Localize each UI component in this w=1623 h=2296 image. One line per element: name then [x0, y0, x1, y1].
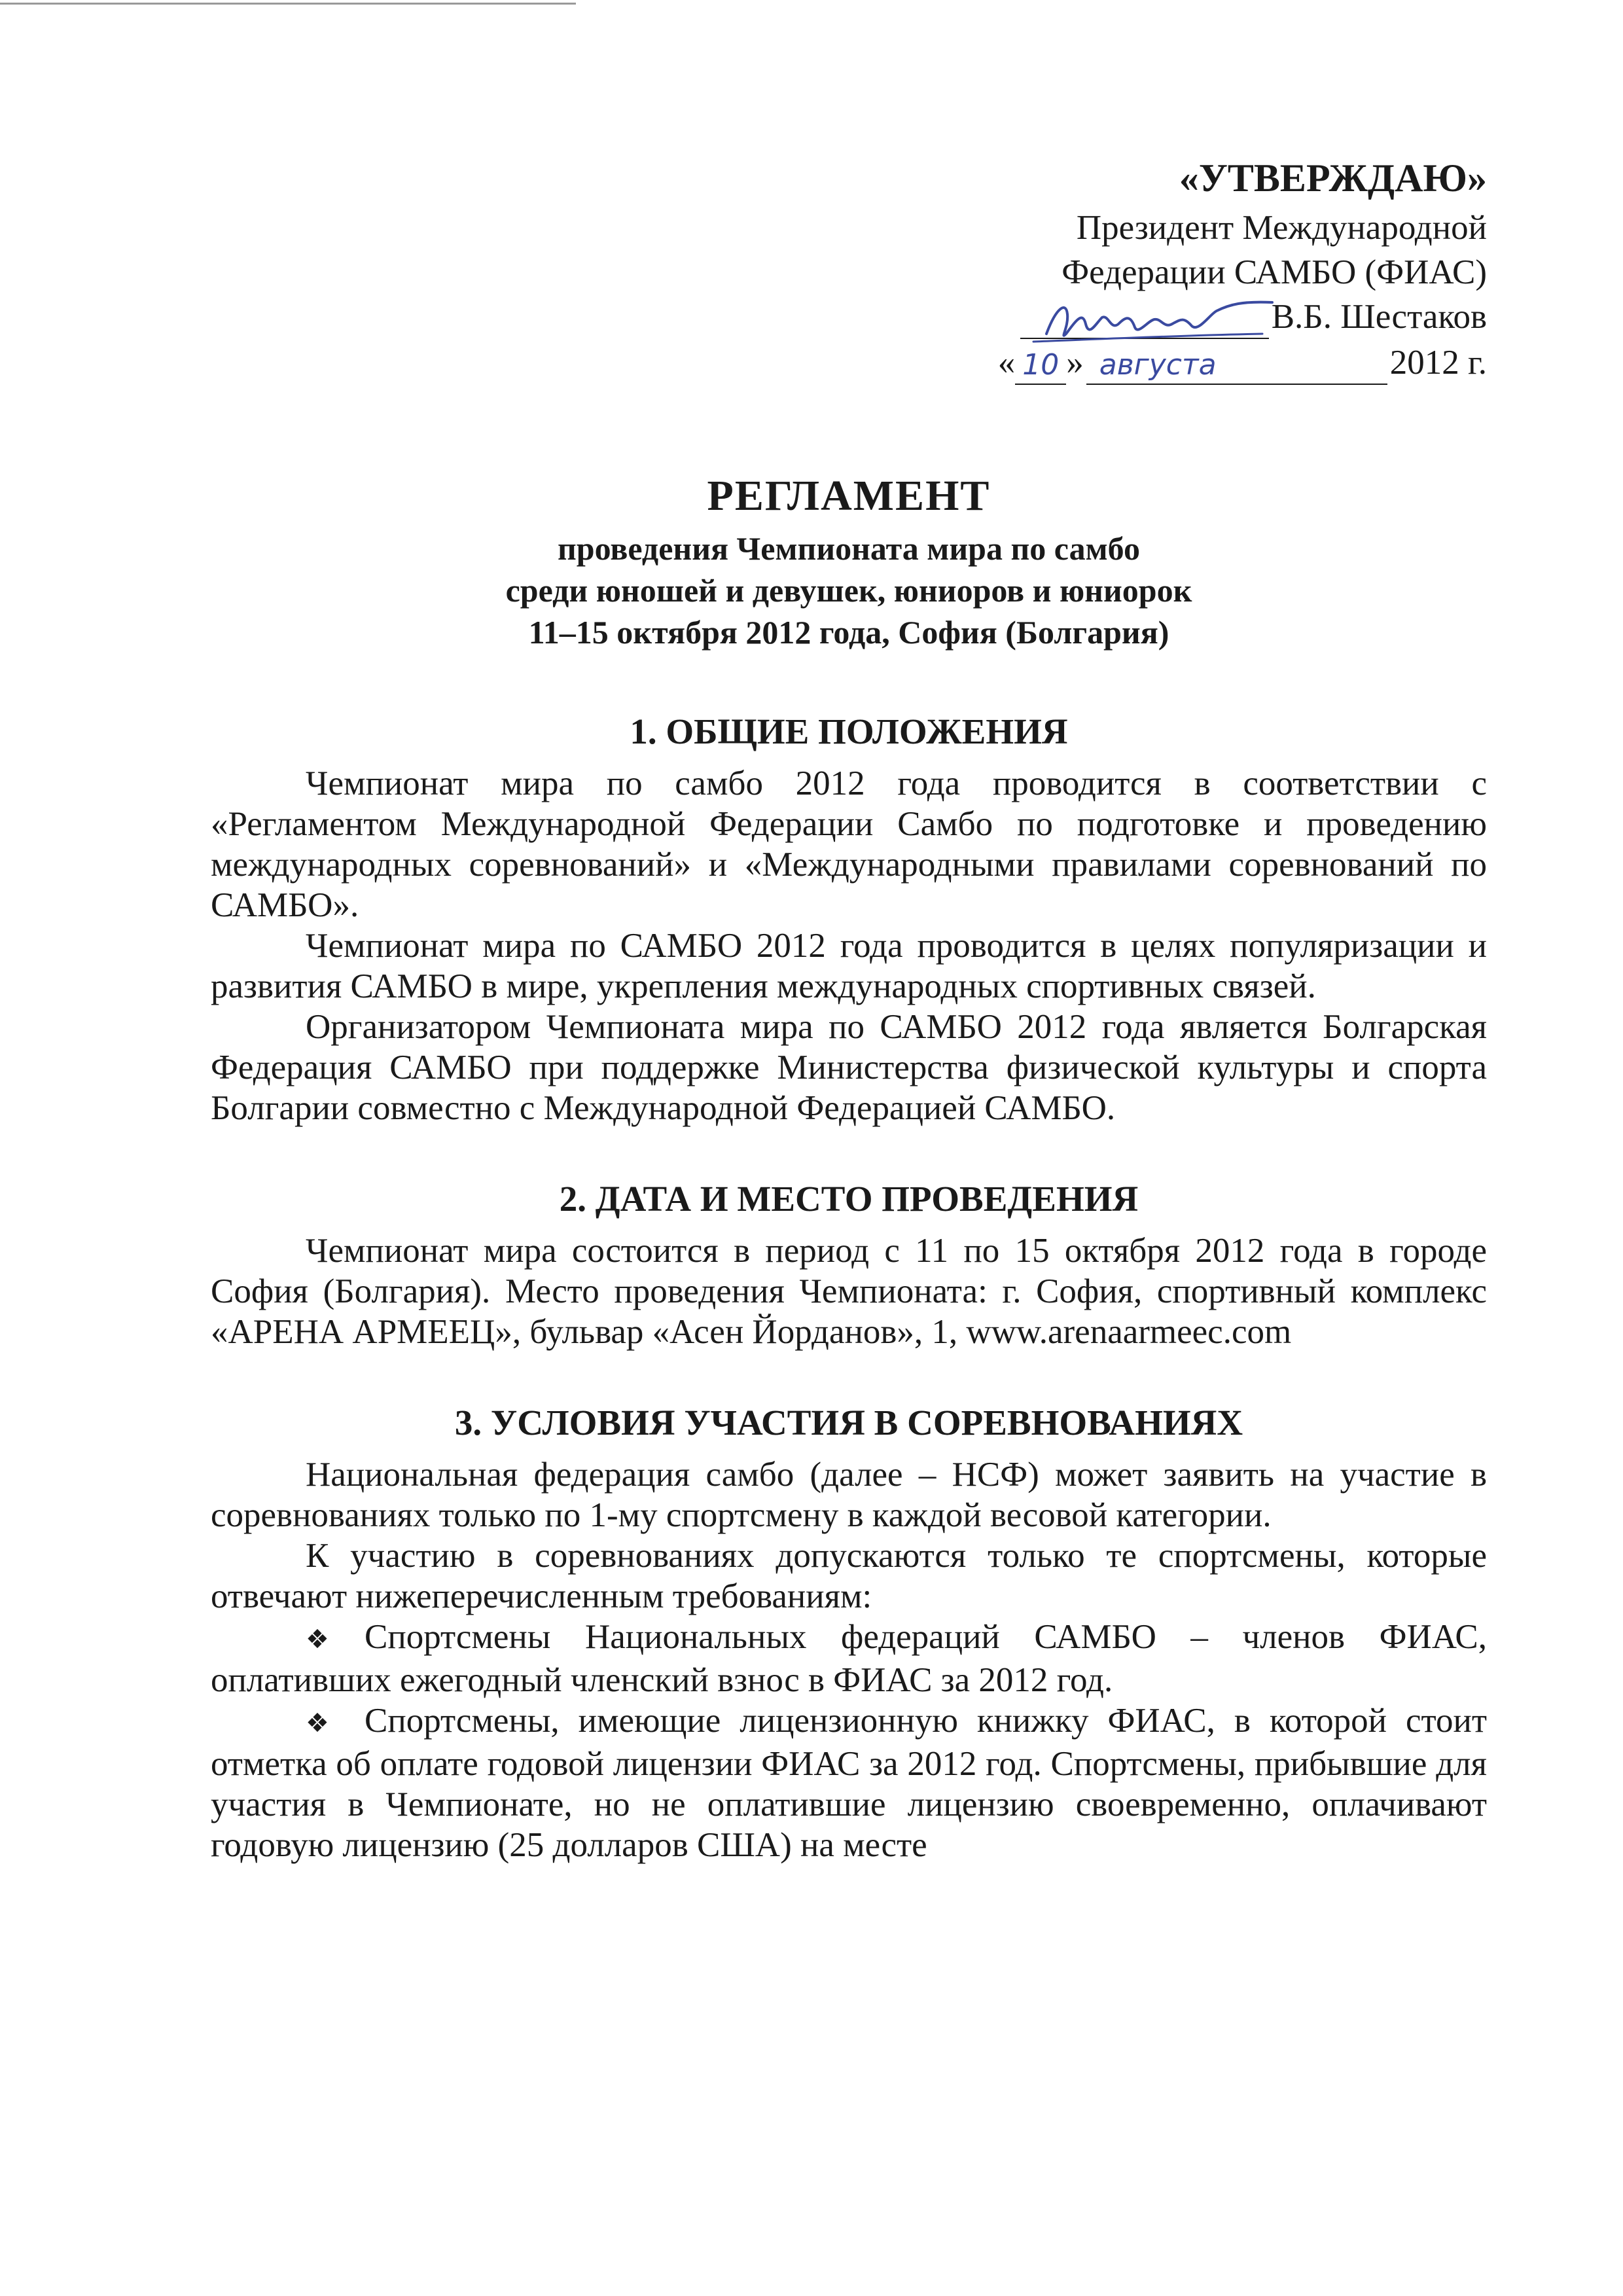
date-quote-close: »: [1066, 344, 1084, 382]
diamond-bullet-icon: ❖: [306, 1708, 329, 1738]
bullet-text: Спортсмены Национальных федераций САМБО – членов ФИАС, оплативших ежегодный членский взнос в ФИАС за 2012 год.: [211, 1618, 1487, 1699]
section-heading-general: 1. ОБЩИЕ ПОЛОЖЕНИЯ: [630, 711, 1068, 751]
date-day-field: 10: [1015, 347, 1066, 385]
date-month-field: августа: [1086, 347, 1387, 385]
paragraph: Чемпионат мира по самбо 2012 года проводится в соответствии с «Регламентом Международной Федерации Самбо по подготовке и проведению международных соревнований» и «Международными правилами соревнований по САМБО».: [211, 764, 1487, 924]
paragraph: Чемпионат мира состоится в период с 11 по 15 октября 2012 года в городе София (Болгария). Место проведения Чемпионата: г. София, спортивный комплекс «АРЕНА АРМЕЕЦ», бульвар «Асен Йорданов», 1, www.arenaarmeec.com: [211, 1232, 1487, 1351]
paragraph: Чемпионат мира по САМБО 2012 года проводится в целях популяризации и развития САМБО в мире, укрепления международных спортивных связей.: [211, 927, 1487, 1005]
document-subtitle-line-2: среди юношей и девушек, юниоров и юниорок: [505, 572, 1192, 609]
diamond-bullet-icon: ❖: [306, 1624, 329, 1655]
signatory-name: В.Б. Шестаков: [1271, 298, 1487, 336]
approval-block: [898, 151, 1487, 385]
document-subtitle-line-1: проведения Чемпионата мира по самбо: [558, 530, 1140, 567]
date-year: 2012 г.: [1389, 344, 1487, 382]
section-spacer: [211, 1128, 1487, 1168]
bullet-item: [211, 1700, 1487, 1865]
section-heading-date-place: 2. ДАТА И МЕСТО ПРОВЕДЕНИЯ: [559, 1179, 1139, 1219]
document-title: РЕГЛАМЕНТ: [707, 472, 991, 520]
section-spacer: [211, 1352, 1487, 1391]
date-quote-open: «: [997, 344, 1016, 382]
signature-line: [1020, 301, 1269, 339]
document-subtitle-line-3: 11–15 октября 2012 года, София (Болгария): [528, 614, 1169, 651]
paragraph: К участию в соревнованиях допускаются только те спортсмены, которые отвечают нижеперечисленным требованиям:: [211, 1537, 1487, 1615]
approval-position-line-1: Президент Международной: [1076, 209, 1487, 247]
handwritten-signature: [1020, 288, 1275, 353]
bullet-item: [211, 1617, 1487, 1700]
paragraph: Организатором Чемпионата мира по САМБО 2012 года является Болгарская Федерация САМБО при поддержке Министерства физической культуры и спорта Болгарии совместно с Международной Федерацией САМБО.: [211, 1008, 1487, 1127]
document-title-block: [211, 465, 1487, 653]
paragraph: Национальная федерация самбо (далее – НСФ) может заявить на участие в соревнованиях только по 1-му спортсмену в каждой весовой категории.: [211, 1456, 1487, 1534]
section-heading-participation: 3. УСЛОВИЯ УЧАСТИЯ В СОРЕВНОВАНИЯХ: [454, 1403, 1243, 1443]
scan-edge-line: [0, 3, 576, 5]
approval-heading: «УТВЕРЖДАЮ»: [1179, 156, 1487, 200]
bullet-text: Спортсмены, имеющие лицензионную книжку ФИАС, в которой стоит отметка об оплате годовой лицензии ФИАС за 2012 год. Спортсмены, прибывшие для участия в Чемпионате, но не оплатившие лицензию своевременно, оплачивают годовую лицензию (25 долларов США) на месте: [211, 1702, 1487, 1864]
document-body: [211, 700, 1487, 1865]
signature-row: [898, 295, 1487, 339]
approval-position-line-2: Федерации САМБО (ФИАС): [1061, 253, 1487, 291]
